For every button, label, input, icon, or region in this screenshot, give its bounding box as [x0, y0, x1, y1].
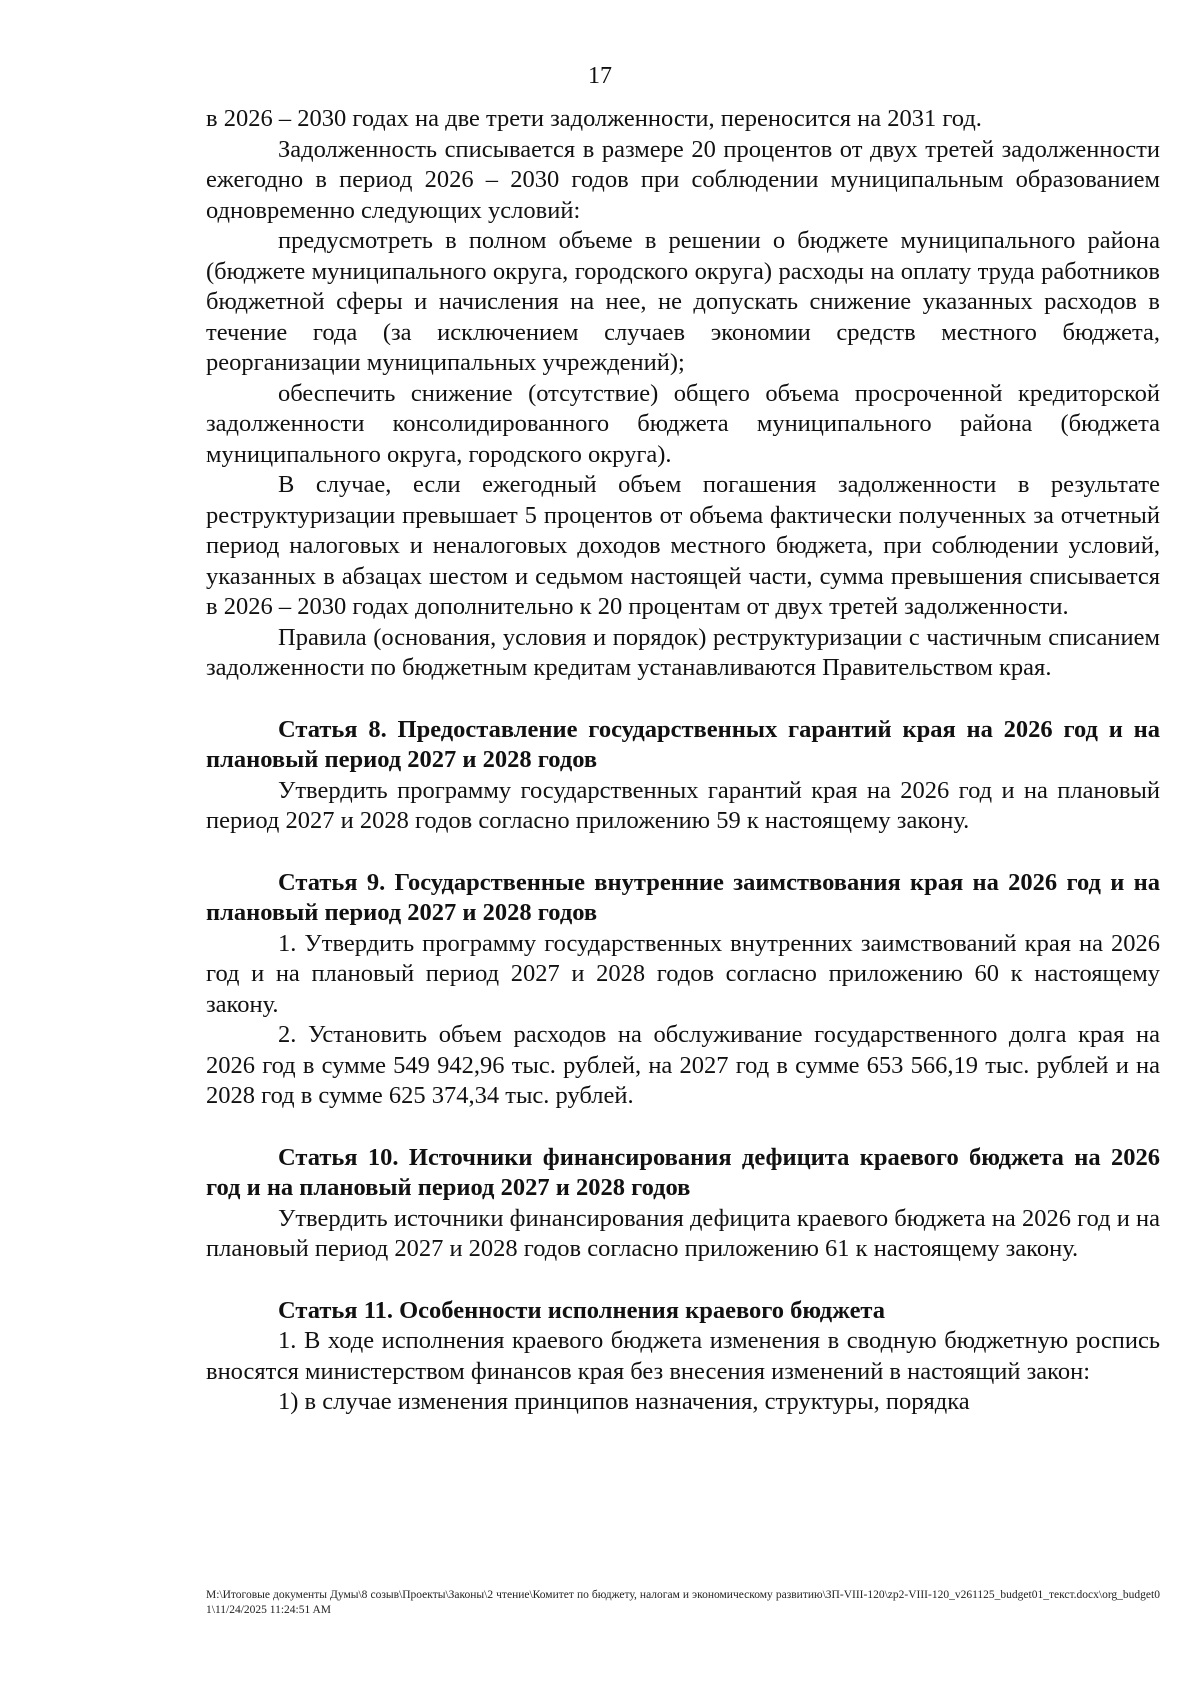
article-8-paragraph: Утвердить программу государственных гарантий края на 2026 год и на плановый период 2027 и 2028 годов согласно приложению 59 к настоящему закону. [206, 776, 1160, 834]
article-11-heading: Статья 11. Особенности исполнения краевого бюджета [278, 1296, 886, 1324]
article-10-paragraph: Утвердить источники финансирования дефицита краевого бюджета на 2026 год и на плановый период 2027 и 2028 годов согласно приложению 61 к настоящему закону. [206, 1204, 1160, 1262]
article-9-paragraph-1: 1. Утвердить программу государственных внутренних заимствований края на 2026 год и на плановый период 2027 и 2028 годов согласно приложению 60 к настоящему закону. [206, 929, 1160, 1018]
footer-file-path: M:\Итоговые документы Думы\8 созыв\Проекты\Законы\2 чтение\Комитет по бюджету, налогам и экономическому развитию\ЗП-VIII-120\zp2-VIII-120_v261125_budget01_текст.docx\org_budget01\11/24/2025 11:24:51 AM [206, 1589, 1160, 1616]
page-number: 17 [588, 63, 612, 89]
paragraph-excess-write-off: В случае, если ежегодный объем погашения задолженности в результате реструктуризации превышает 5 процентов от объема фактически полученных за отчетный период налоговых и неналоговых доходов местного бюджета, при соблюдении условий, указанных в абзацах шестом и седьмом настоящей части, сумма превышения списывается в 2026 – 2030 годах дополнительно к 20 процентам от двух третей задолженности. [206, 471, 1160, 620]
paragraph-restructuring-rules: Правила (основания, условия и порядок) реструктуризации с частичным списанием задолженности по бюджетным кредитам устанавливаются Правительством края. [206, 623, 1160, 681]
article-9-paragraph-2: 2. Установить объем расходов на обслуживание государственного долга края на 2026 год в сумме 549 942,96 тыс. рублей, на 2027 год в сумме 653 566,19 тыс. рублей и на 2028 год в сумме 625 374,34 тыс. рублей. [206, 1021, 1160, 1109]
paragraph-write-off-conditions: Задолженность списывается в размере 20 процентов от двух третей задолженности ежегодно в период 2026 – 2030 годов при соблюдении муниципальным образованием одновременно следующих условий: [206, 135, 1160, 224]
article-8-heading: Статья 8. Предоставление государственных гарантий края на 2026 год и на плановый период 2027 и 2028 годов [206, 715, 1160, 773]
paragraph-condition-arrears: обеспечить снижение (отсутствие) общего объема просроченной кредиторской задолженности консолидированного бюджета муниципального района (бюджета муниципального округа, городского округа). [206, 379, 1160, 468]
paragraph-condition-salaries: предусмотреть в полном объеме в решении о бюджете муниципального района (бюджете муниципального округа, городского округа) расходы на оплату труда работников бюджетной сферы и начисления на нее, не допускать снижение указанных расходов в течение года (за исключением случаев экономии средств местного бюджета, реорганизации муниципальных учреждений); [206, 227, 1160, 376]
paragraph-continuation: в 2026 – 2030 годах на две трети задолженности, переносится на 2031 год. [206, 105, 982, 132]
article-11-item-1: 1) в случае изменения принципов назначения, структуры, порядка [278, 1388, 970, 1415]
document-body [206, 104, 1160, 1418]
article-10-heading: Статья 10. Источники финансирования дефицита краевого бюджета на 2026 год и на плановый период 2027 и 2028 годов [206, 1143, 1160, 1201]
article-11-paragraph-1: 1. В ходе исполнения краевого бюджета изменения в сводную бюджетную роспись вносятся министерством финансов края без внесения изменений в настоящий закон: [206, 1327, 1160, 1385]
article-9-heading: Статья 9. Государственные внутренние заимствования края на 2026 год и на плановый период 2027 и 2028 годов [206, 868, 1160, 926]
